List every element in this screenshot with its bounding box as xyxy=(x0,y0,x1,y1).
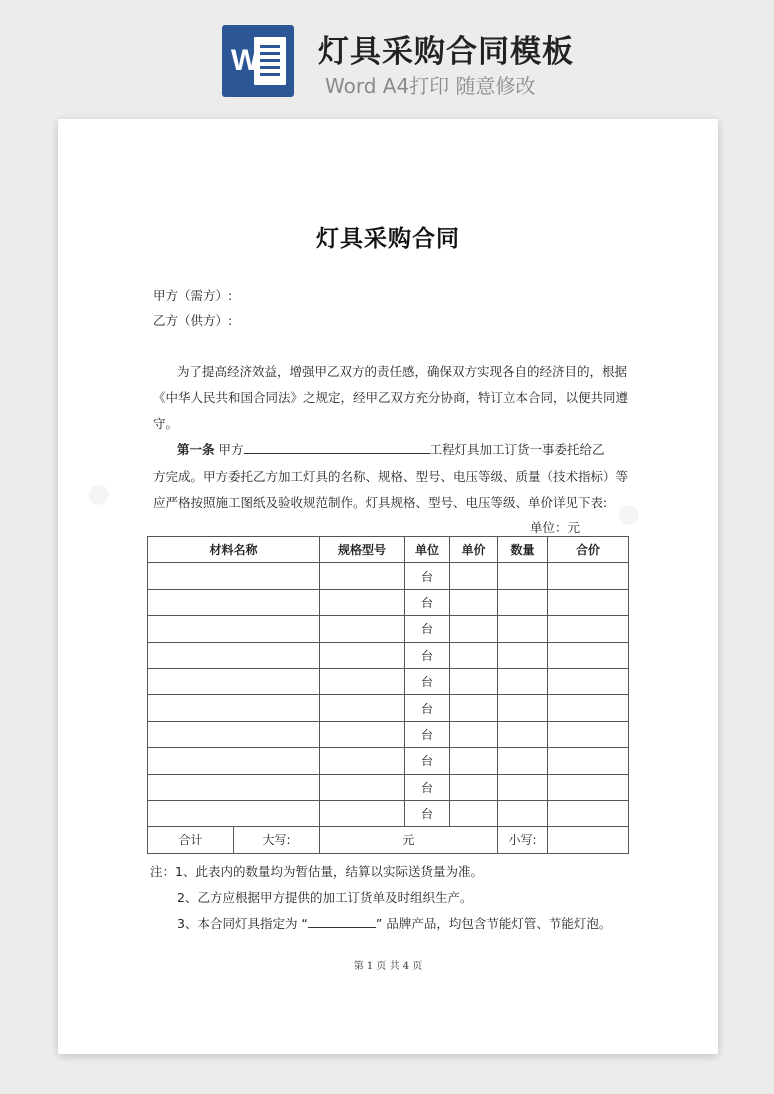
watermark xyxy=(81,475,117,513)
cell-material-name[interactable] xyxy=(148,563,320,589)
note-1: 注：1、此表内的数量均为暂估量，结算以实际送货量为准。 xyxy=(150,864,483,879)
cell-unit: 台 xyxy=(405,616,450,642)
cell-material-name[interactable] xyxy=(148,642,320,668)
cell-total-price[interactable] xyxy=(548,748,629,774)
word-icon xyxy=(222,25,294,97)
article-1-line-3: 应严格按照施工图纸及验收规范制作。灯具规格、型号、电压等级、单价详见下表: xyxy=(153,495,608,510)
cell-unit: 台 xyxy=(405,589,450,615)
cell-unit-price[interactable] xyxy=(450,563,498,589)
table-row xyxy=(148,800,629,826)
header-unit: 单位 xyxy=(405,537,450,563)
cell-material-name[interactable] xyxy=(148,748,320,774)
lower-amount-value[interactable] xyxy=(548,827,629,853)
table-row xyxy=(148,721,629,747)
cell-quantity[interactable] xyxy=(498,774,548,800)
intro-line-2: 《中华人民共和国合同法》之规定，经甲乙双方充分协商，特订立本合同，以便共同遵 xyxy=(153,390,629,405)
cell-material-name[interactable] xyxy=(148,721,320,747)
table-row xyxy=(148,589,629,615)
cell-quantity[interactable] xyxy=(498,748,548,774)
table-row xyxy=(148,695,629,721)
banner-title: 灯具采购合同模板 xyxy=(318,34,574,70)
cell-spec-model[interactable] xyxy=(320,748,405,774)
cell-spec-model[interactable] xyxy=(320,668,405,694)
cell-spec-model[interactable] xyxy=(320,695,405,721)
cell-quantity[interactable] xyxy=(498,800,548,826)
intro-line-1: 为了提高经济效益，增强甲乙双方的责任感，确保双方实现各自的经济目的，根据 xyxy=(177,364,628,379)
banner-subtitle: Word A4打印 随意修改 xyxy=(325,74,536,98)
table-row xyxy=(148,748,629,774)
document-page xyxy=(58,119,718,1054)
cell-unit: 台 xyxy=(405,721,450,747)
party-b-label: 乙方（供方）: xyxy=(153,313,233,328)
capital-amount-label: 大写: xyxy=(234,827,320,853)
cell-total-price[interactable] xyxy=(548,589,629,615)
cell-unit-price[interactable] xyxy=(450,774,498,800)
cell-unit: 台 xyxy=(405,800,450,826)
total-label: 合计 xyxy=(148,827,234,853)
cell-material-name[interactable] xyxy=(148,616,320,642)
cell-total-price[interactable] xyxy=(548,774,629,800)
cell-quantity[interactable] xyxy=(498,642,548,668)
cell-quantity[interactable] xyxy=(498,721,548,747)
table-row xyxy=(148,642,629,668)
article-1-party: 甲方 xyxy=(218,442,244,457)
cell-spec-model[interactable] xyxy=(320,563,405,589)
note-2: 2、乙方应根据甲方提供的加工订货单及时组织生产。 xyxy=(177,890,473,905)
table-row xyxy=(148,668,629,694)
note-3-tail: ” 品牌产品，均包含节能灯管、节能灯泡。 xyxy=(375,916,612,931)
cell-unit: 台 xyxy=(405,642,450,668)
brand-blank[interactable] xyxy=(308,915,376,928)
cell-total-price[interactable] xyxy=(548,563,629,589)
table-row xyxy=(148,774,629,800)
cell-spec-model[interactable] xyxy=(320,800,405,826)
cell-spec-model[interactable] xyxy=(320,589,405,615)
cell-unit-price[interactable] xyxy=(450,800,498,826)
cell-total-price[interactable] xyxy=(548,721,629,747)
article-1-line-2: 方完成。甲方委托乙方加工灯具的名称、规格、型号、电压等级、质量（技术指标）等 xyxy=(153,469,629,484)
cell-total-price[interactable] xyxy=(548,616,629,642)
cell-unit: 台 xyxy=(405,774,450,800)
document-title: 灯具采购合同 xyxy=(316,226,460,252)
goods-table xyxy=(147,536,629,854)
cell-quantity[interactable] xyxy=(498,695,548,721)
note-3 xyxy=(177,914,611,932)
cell-unit-price[interactable] xyxy=(450,695,498,721)
article-1-line-1 xyxy=(177,440,605,458)
template-banner xyxy=(0,0,774,110)
cell-total-price[interactable] xyxy=(548,668,629,694)
cell-material-name[interactable] xyxy=(148,668,320,694)
cell-unit-price[interactable] xyxy=(450,721,498,747)
cell-unit-price[interactable] xyxy=(450,668,498,694)
table-row xyxy=(148,616,629,642)
cell-unit-price[interactable] xyxy=(450,642,498,668)
cell-total-price[interactable] xyxy=(548,800,629,826)
article-1-label: 第一条 xyxy=(177,442,215,457)
party-a-label: 甲方（需方）: xyxy=(153,288,233,303)
cell-unit: 台 xyxy=(405,748,450,774)
cell-quantity[interactable] xyxy=(498,668,548,694)
cell-unit-price[interactable] xyxy=(450,748,498,774)
page-number: 第 1 页 共 4 页 xyxy=(353,961,423,972)
intro-line-3: 守。 xyxy=(153,416,179,431)
cell-quantity[interactable] xyxy=(498,616,548,642)
cell-total-price[interactable] xyxy=(548,695,629,721)
article-1-blank xyxy=(244,441,430,454)
cell-spec-model[interactable] xyxy=(320,642,405,668)
header-quantity: 数量 xyxy=(498,537,548,563)
article-1-line-1-tail: 工程灯具加工订货一事委托给乙 xyxy=(429,442,605,457)
watermark xyxy=(611,495,647,533)
header-spec-model: 规格型号 xyxy=(320,537,405,563)
cell-spec-model[interactable] xyxy=(320,774,405,800)
table-row xyxy=(148,563,629,589)
header-total-price: 合价 xyxy=(548,537,629,563)
note-3-head: 3、本合同灯具指定为 “ xyxy=(177,916,308,931)
cell-material-name[interactable] xyxy=(148,774,320,800)
lower-amount-label: 小写: xyxy=(498,827,548,853)
cell-spec-model[interactable] xyxy=(320,721,405,747)
table-total-row xyxy=(148,827,629,853)
cell-material-name[interactable] xyxy=(148,589,320,615)
unit-note: 单位：元 xyxy=(530,520,581,535)
table-header-row xyxy=(148,537,629,563)
cell-unit: 台 xyxy=(405,563,450,589)
cell-quantity[interactable] xyxy=(498,589,548,615)
header-unit-price: 单价 xyxy=(450,537,498,563)
cell-unit: 台 xyxy=(405,695,450,721)
header-material-name: 材料名称 xyxy=(148,537,320,563)
cell-unit: 台 xyxy=(405,668,450,694)
cell-unit-price[interactable] xyxy=(450,616,498,642)
word-logo-letter: W xyxy=(230,44,260,77)
cell-material-name[interactable] xyxy=(148,695,320,721)
cell-total-price[interactable] xyxy=(548,642,629,668)
cell-unit-price[interactable] xyxy=(450,589,498,615)
cell-quantity[interactable] xyxy=(498,563,548,589)
cell-spec-model[interactable] xyxy=(320,616,405,642)
cell-material-name[interactable] xyxy=(148,800,320,826)
capital-amount-yuan[interactable]: 元 xyxy=(320,827,498,853)
